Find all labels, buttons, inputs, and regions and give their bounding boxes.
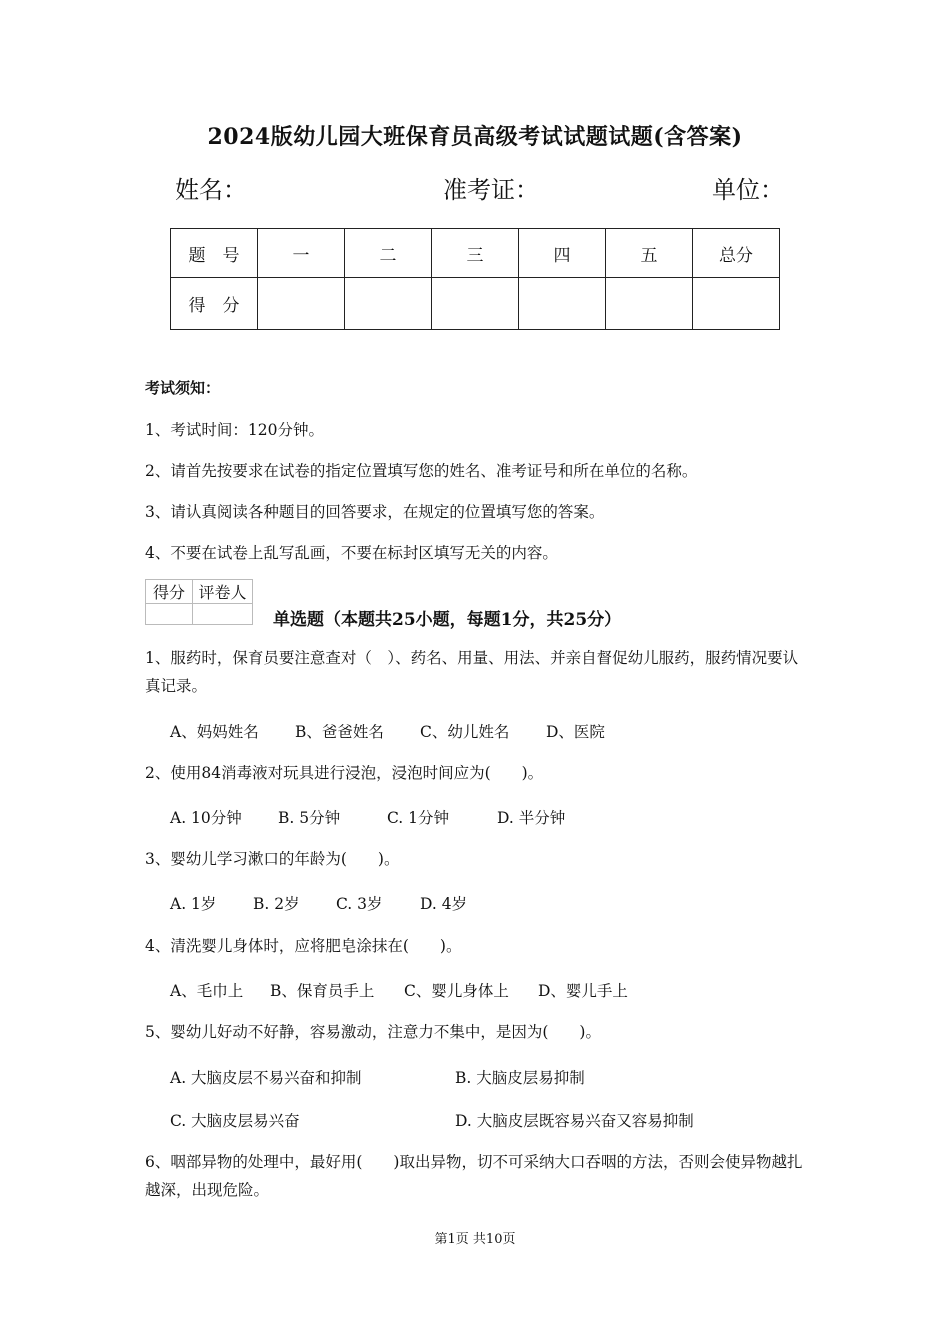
- question-stem: 6、咽部异物的处理中，最好用( )取出异物，切不可采纳大口吞咽的方法，否则会使异物越扎越深，出现危险。: [145, 1153, 803, 1199]
- score-header-cell: 二: [345, 229, 432, 278]
- score-header-cell: 三: [432, 229, 519, 278]
- question-option: C. 大脑皮层易兴奋: [170, 1112, 300, 1130]
- score-header-cell: 总分: [693, 229, 780, 278]
- question-option: C. 3岁: [336, 895, 383, 913]
- score-row-label: 得 分: [171, 278, 258, 330]
- score-header-cell: 五: [606, 229, 693, 278]
- score-header-cell: 题 号: [171, 229, 258, 278]
- question-option: D、医院: [546, 723, 605, 741]
- question-option: D. 半分钟: [497, 809, 566, 827]
- notice-item: 4、不要在试卷上乱写乱画，不要在标封区填写无关的内容。: [145, 544, 558, 562]
- score-header-cell: 一: [258, 229, 345, 278]
- unit-field-label: 单位：: [712, 176, 784, 204]
- question-option: B. 2岁: [253, 895, 300, 913]
- grader-score-label: 得分: [146, 580, 193, 604]
- notice-item: 2、请首先按要求在试卷的指定位置填写您的姓名、准考证号和所在单位的名称。: [145, 462, 698, 480]
- grader-box: [145, 579, 253, 625]
- grader-score-cell[interactable]: [146, 604, 193, 625]
- page-title: 2024版幼儿园大班保育员高级考试试题试题(含答案): [207, 124, 743, 150]
- question-option: C. 1分钟: [387, 809, 450, 827]
- notice-item: 3、请认真阅读各种题目的回答要求，在规定的位置填写您的答案。: [145, 503, 605, 521]
- notice-heading: 考试须知：: [145, 379, 221, 397]
- section-title: 单选题（本题共25小题，每题1分，共25分）: [273, 610, 622, 630]
- question-option: A. 大脑皮层不易兴奋和抑制: [170, 1069, 362, 1087]
- score-input-cell[interactable]: [693, 278, 780, 330]
- grader-reviewer-cell[interactable]: [193, 604, 253, 625]
- question-stem: 2、使用84消毒液对玩具进行浸泡，浸泡时间应为( )。: [145, 764, 544, 782]
- question-option: A、妈妈姓名: [170, 723, 259, 741]
- score-table: [170, 228, 780, 330]
- question-stem: 4、清洗婴儿身体时，应将肥皂涂抹在( )。: [145, 937, 462, 955]
- question-option: A、毛巾上: [170, 982, 244, 1000]
- question-stem: 3、婴幼儿学习漱口的年龄为( )。: [145, 850, 400, 868]
- score-input-cell[interactable]: [432, 278, 519, 330]
- question-option: A. 10分钟: [170, 809, 242, 827]
- grader-reviewer-label: 评卷人: [193, 580, 253, 604]
- score-input-cell[interactable]: [345, 278, 432, 330]
- question-option: B、爸爸姓名: [295, 723, 384, 741]
- score-table-score-row: [171, 278, 780, 330]
- question-option: B. 5分钟: [278, 809, 341, 827]
- score-table-header-row: [171, 229, 780, 278]
- question-option: A. 1岁: [170, 895, 217, 913]
- name-field-label: 姓名：: [175, 176, 247, 204]
- question-option: C、婴儿身体上: [404, 982, 509, 1000]
- question-option: D. 大脑皮层既容易兴奋又容易抑制: [455, 1112, 694, 1130]
- question-option: D、婴儿手上: [538, 982, 628, 1000]
- score-input-cell[interactable]: [606, 278, 693, 330]
- question-stem: 5、婴幼儿好动不好静，容易激动，注意力不集中，是因为( )。: [145, 1023, 601, 1041]
- question-option: B. 大脑皮层易抑制: [455, 1069, 585, 1087]
- score-input-cell[interactable]: [519, 278, 606, 330]
- score-header-cell: 四: [519, 229, 606, 278]
- score-input-cell[interactable]: [258, 278, 345, 330]
- question-option: D. 4岁: [420, 895, 468, 913]
- question-option: C、幼儿姓名: [420, 723, 510, 741]
- page-footer: 第1页 共10页: [434, 1232, 516, 1247]
- question-stem: 1、服药时，保育员要注意查对（ ）、药名、用量、用法、并亲自督促幼儿服药，服药情况要认真记录。: [145, 649, 799, 695]
- exam-number-field-label: 准考证：: [443, 176, 539, 204]
- notice-item: 1、考试时间：120分钟。: [145, 421, 324, 439]
- question-option: B、保育员手上: [270, 982, 375, 1000]
